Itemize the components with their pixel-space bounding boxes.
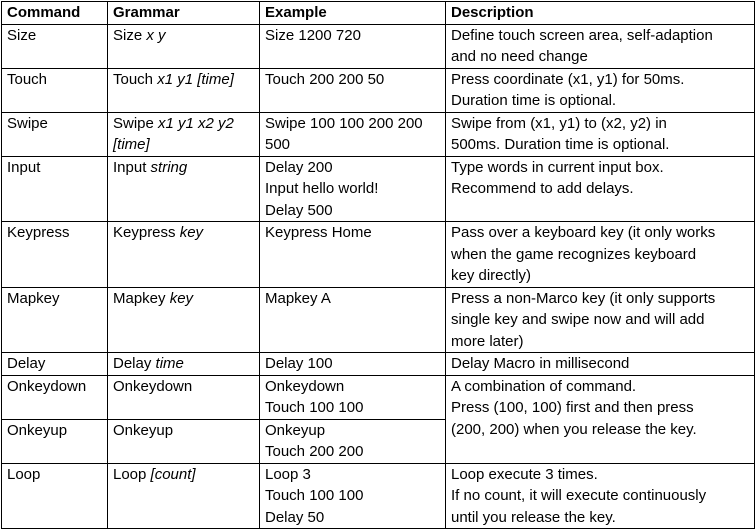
grammar-param: time [155,355,184,372]
example-cell [260,353,446,376]
example-line: Mapkey A [265,289,331,307]
description-line: Duration time is optional. [451,92,617,109]
grammar-keyword: Input [113,158,151,176]
description-cell [446,463,755,529]
grammar-param: [time] [113,136,150,153]
grammar-keyword: Touch [113,70,158,88]
grammar-param: key [169,289,194,307]
example-line: Input hello world! [265,180,379,197]
description-line: A combination of command. [451,377,637,395]
example-line: Onkeydown [265,377,345,395]
description-cell [446,222,755,288]
description-cell [446,287,755,353]
table-row [2,287,755,353]
command-cell: Delay [2,353,108,376]
example-line: Touch 200 200 50 [265,70,385,88]
description-cell [446,112,755,156]
description-line: Press (100, 100) first and then press [451,399,694,416]
command-cell: Keypress [2,222,108,288]
example-line: Loop 3 [265,465,311,483]
description-line: If no count, it will execute continuously [451,487,707,504]
description-line: Press coordinate (x1, y1) for 50ms. [451,70,685,88]
macro-command-table [1,1,755,529]
example-line: Touch 100 100 [265,487,364,504]
header-grammar: Grammar [108,2,260,25]
header-example: Example [260,2,446,25]
grammar-cell [108,156,260,222]
grammar-param: key [179,224,204,241]
table-row [2,24,755,68]
command-cell: Mapkey [2,287,108,353]
example-line: Delay 100 [265,355,333,372]
command-cell: Size [2,24,108,68]
example-cell [260,222,446,288]
table-row [2,353,755,376]
description-line: 500ms. Duration time is optional. [451,136,670,153]
command-cell: Input [2,156,108,222]
grammar-cell [108,463,260,529]
grammar-param: x1 y1 [time] [157,70,234,88]
example-line: Onkeyup [265,421,326,439]
example-cell [260,287,446,353]
example-line: Keypress Home [265,224,372,241]
table-row [2,222,755,288]
example-cell [260,68,446,112]
description-line: Recommend to add delays. [451,180,634,197]
table-row-loop [2,463,755,529]
example-line: Swipe 100 100 200 200 [265,114,423,132]
command-cell: Swipe [2,112,108,156]
grammar-param: string [150,158,188,176]
example-line: Touch 200 200 [265,443,364,460]
grammar-keyword: Keypress [113,224,180,241]
grammar-cell [108,222,260,288]
description-line: more later) [451,332,524,350]
example-line: Delay 500 [265,201,333,219]
grammar-param: x y [146,26,166,44]
description-line: Type words in current input box. [451,158,664,176]
description-line: (200, 200) when you release the key. [451,420,697,438]
example-line: Size 1200 720 [265,26,361,44]
description-line: key directly) [451,267,532,284]
grammar-cell [108,353,260,376]
description-cell [446,375,755,463]
description-line: Press a non-Marco key (it only supports [451,289,716,307]
table-row-onkeydown [2,375,755,419]
command-cell: Onkeyup [2,419,108,463]
description-line: Loop execute 3 times. [451,465,598,483]
description-cell [446,68,755,112]
header-command: Command [2,2,108,25]
grammar-keyword: Delay [113,355,156,372]
grammar-cell [108,68,260,112]
example-cell [260,24,446,68]
description-cell [446,156,755,222]
grammar-cell: Onkeyup [108,419,260,463]
example-line: Delay 50 [265,508,325,526]
table-row [2,156,755,222]
description-line: Delay Macro in millisecond [451,355,630,372]
grammar-cell [108,287,260,353]
example-cell [260,112,446,156]
header-row [2,2,755,25]
grammar-param: [count] [150,465,196,483]
grammar-keyword: Mapkey [113,289,170,307]
description-line: when the game recognizes keyboard [451,245,697,263]
grammar-cell: Onkeydown [108,375,260,419]
table-row [2,112,755,156]
example-cell [260,375,446,419]
description-line: Swipe from (x1, y1) to (x2, y2) in [451,114,667,132]
header-description: Description [446,2,755,25]
description-line: Pass over a keyboard key (it only works [451,224,716,241]
grammar-keyword: Loop [113,465,151,483]
example-cell [260,156,446,222]
command-cell: Touch [2,68,108,112]
grammar-cell [108,112,260,156]
example-line: 500 [265,136,291,153]
table-row [2,68,755,112]
example-cell [260,419,446,463]
description-cell [446,24,755,68]
example-line: Touch 100 100 [265,399,364,416]
description-cell [446,353,755,376]
example-line: Delay 200 [265,158,333,176]
description-line: until you release the key. [451,508,616,526]
grammar-param: x1 y1 x2 y2 [158,114,234,132]
description-line: Define touch screen area, self-adaption [451,26,713,44]
command-cell: Onkeydown [2,375,108,419]
grammar-cell [108,24,260,68]
grammar-keyword: Swipe [113,114,159,132]
description-line: and no need change [451,48,588,65]
grammar-keyword: Size [113,26,147,44]
command-cell: Loop [2,463,108,529]
example-cell [260,463,446,529]
description-line: single key and swipe now and will add [451,311,705,328]
